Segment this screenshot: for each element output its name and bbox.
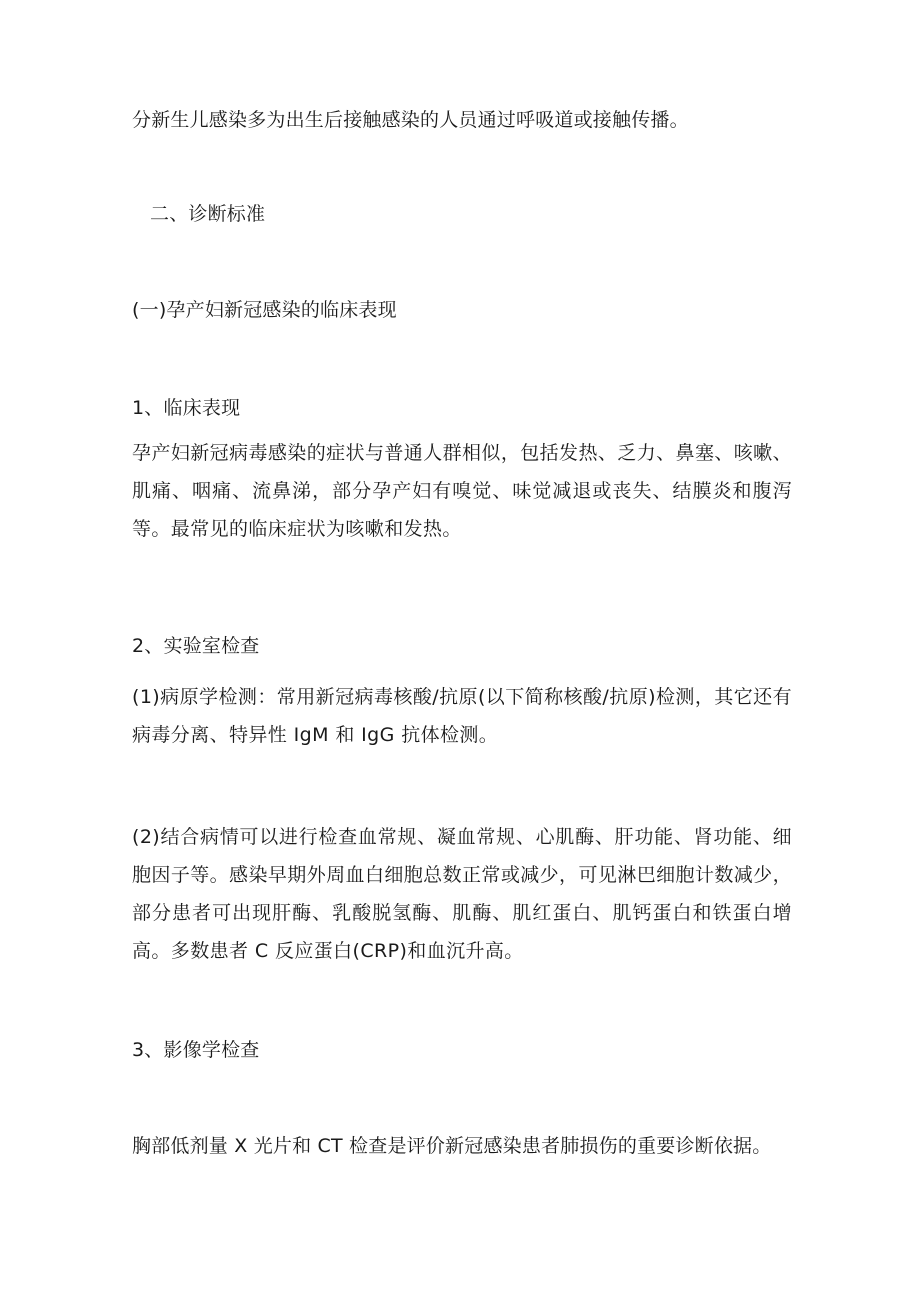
intro-line: 分新生儿感染多为出生后接触感染的人员通过呼吸道或接触传播。 [132, 109, 689, 131]
item2-heading: 2、实验室检查 [132, 635, 260, 657]
item3-paragraph: 胸部低剂量 X 光片和 CT 检查是评价新冠感染患者肺损伤的重要诊断依据。 [132, 1135, 772, 1157]
item2-paragraph-b: (2)结合病情可以进行检查血常规、凝血常规、心肌酶、肝功能、肾功能、细胞因子等。感染早期外周血白细胞总数正常或减少，可见淋巴细胞计数减少，部分患者可出现肝酶、乳酸脱氢酶、肌酶、肌红蛋白、肌钙蛋白和铁蛋白增高。多数患者 C 反应蛋白(CRP)和血沉升高。 [132, 826, 792, 962]
item1-paragraph: 孕产妇新冠病毒感染的症状与普通人群相似，包括发热、乏力、鼻塞、咳嗽、肌痛、咽痛、流鼻涕，部分孕产妇有嗅觉、味觉减退或丧失、结膜炎和腹泻等。最常见的临床症状为咳嗽和发热。 [132, 442, 792, 540]
item1-heading: 1、临床表现 [132, 397, 241, 419]
item3-heading: 3、影像学检查 [132, 1039, 260, 1061]
item2-paragraph-a: (1)病原学检测：常用新冠病毒核酸/抗原(以下简称核酸/抗原)检测，其它还有病毒分离、特异性 IgM 和 IgG 抗体检测。 [132, 686, 792, 746]
subsection-title: (一)孕产妇新冠感染的临床表现 [132, 299, 397, 321]
section-title: 二、诊断标准 [150, 203, 266, 225]
